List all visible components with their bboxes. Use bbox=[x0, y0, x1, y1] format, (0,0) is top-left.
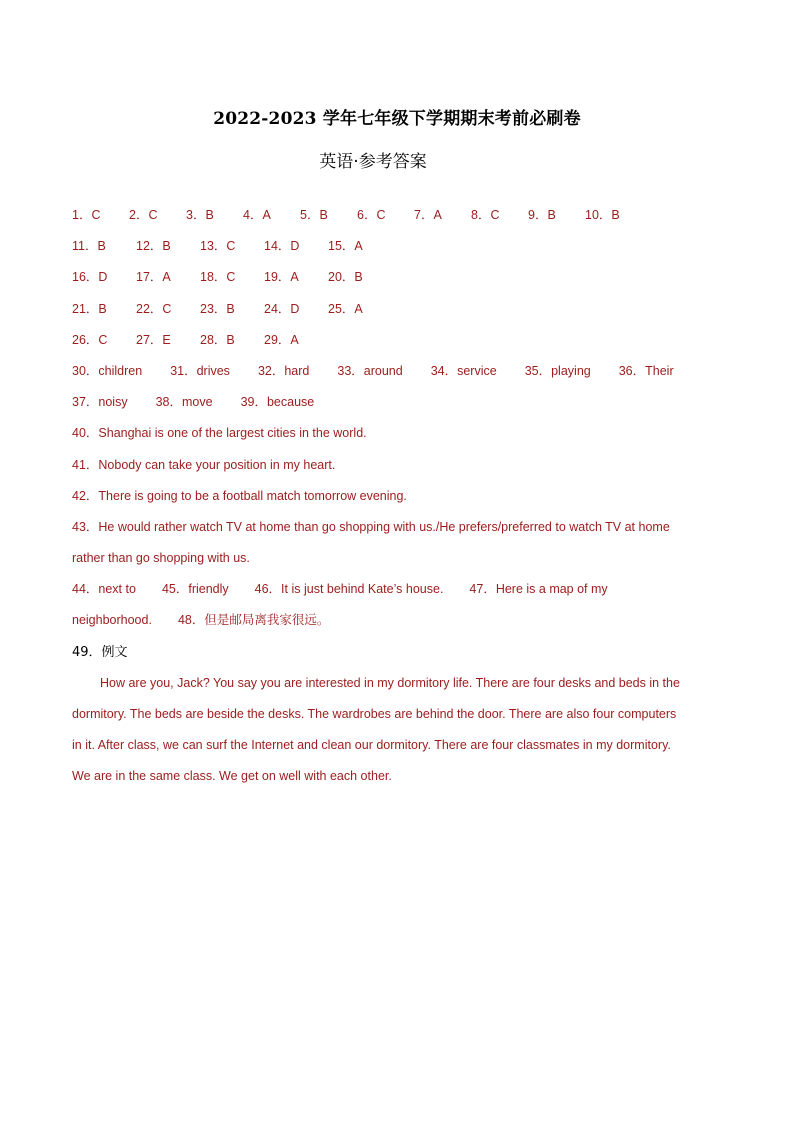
answer-row-11-15 bbox=[72, 231, 682, 262]
answer-item: 26．C bbox=[72, 332, 108, 347]
answer-item: 38．move bbox=[155, 395, 213, 410]
answer-item: 11．B bbox=[72, 239, 106, 254]
answer-item: 20．B bbox=[328, 270, 363, 285]
answer-row-1-10 bbox=[72, 200, 682, 231]
answer-row-21-25 bbox=[72, 294, 682, 325]
answer-item: 36．Their bbox=[618, 363, 674, 378]
answer-item: 37．noisy bbox=[72, 395, 128, 410]
answer-item: 15．A bbox=[328, 239, 363, 254]
page-title: 2022-2023 学年七年级下学期期末考前必刷卷 bbox=[213, 109, 581, 129]
answer-row-26-29 bbox=[72, 325, 682, 356]
sample-essay: How are you, Jack? You say you are interested in my dormitory life. There are four desks and beds in the dormitory. The beds are beside the desks. The wardrobes are behind the door. There are also four computers in it. After class, we can surf the Internet and clean our dormitory. There are four classmates in my dormitory. We are in the same class. We get on well with each other. bbox=[72, 675, 680, 784]
answer-item: 1．C bbox=[72, 208, 101, 222]
answer-item: 6．C bbox=[357, 208, 386, 222]
answer-content bbox=[72, 200, 682, 793]
answer-item: 34．service bbox=[430, 363, 497, 378]
answer-row-16-20 bbox=[72, 262, 682, 293]
answer-item: 7．A bbox=[414, 208, 442, 222]
answer-item: 33．around bbox=[337, 363, 403, 378]
answer-47: 47．Here is a map of my neighborhood. bbox=[72, 582, 608, 628]
answer-45: 45．friendly bbox=[161, 582, 229, 597]
answer-item: 5．B bbox=[300, 208, 328, 222]
answer-item: 10．B bbox=[585, 208, 620, 222]
answer-item: 24．D bbox=[264, 301, 300, 316]
answer-item: 9．B bbox=[528, 208, 556, 222]
answer-item: 32．hard bbox=[257, 363, 310, 378]
answer-item: 28．B bbox=[200, 332, 235, 347]
answer-item: 14．D bbox=[264, 239, 300, 254]
answer-item: 29．A bbox=[264, 332, 299, 347]
answer-item: 13．C bbox=[200, 239, 236, 254]
answer-43: 43．He would rather watch TV at home than go shopping with us./He prefers/preferred to watch TV at home rather than go shopping with us. bbox=[72, 519, 670, 566]
answer-row-37-39 bbox=[72, 387, 682, 418]
answer-item: 21．B bbox=[72, 301, 107, 316]
answer-item: 17．A bbox=[136, 270, 171, 285]
answer-40: 40．Shanghai is one of the largest cities in the world. bbox=[72, 426, 367, 441]
answer-item: 27．E bbox=[136, 332, 171, 347]
answer-row-30-36 bbox=[72, 356, 682, 387]
answer-item: 30．children bbox=[72, 363, 143, 378]
answer-item: 8．C bbox=[471, 208, 500, 222]
answer-item: 3．B bbox=[186, 208, 214, 222]
answer-item: 23．B bbox=[200, 301, 235, 316]
page-subtitle: 英语·参考答案 bbox=[319, 152, 427, 172]
answer-item: 35．playing bbox=[524, 363, 591, 378]
answer-item: 31．drives bbox=[170, 363, 230, 378]
answer-44-48 bbox=[72, 574, 682, 636]
answer-item: 12．B bbox=[136, 239, 171, 254]
answer-44: 44．next to bbox=[72, 582, 136, 597]
answer-item: 18．C bbox=[200, 270, 236, 285]
answer-item: 22．C bbox=[136, 301, 172, 316]
answer-49-label: 49．例文 bbox=[72, 644, 128, 660]
answer-item: 25．A bbox=[328, 301, 363, 316]
answer-48: 48．但是邮局离我家很远。 bbox=[177, 613, 330, 628]
answer-item: 19．A bbox=[264, 270, 299, 285]
answer-item: 16．D bbox=[72, 270, 108, 285]
answer-item: 39．because bbox=[240, 395, 315, 410]
answer-42: 42．There is going to be a football match tomorrow evening. bbox=[72, 488, 407, 503]
answer-item: 2．C bbox=[129, 208, 158, 222]
answer-41: 41．Nobody can take your position in my heart. bbox=[72, 457, 336, 472]
answer-46: 46．It is just behind Kate’s house. bbox=[254, 582, 444, 597]
answer-item: 4．A bbox=[243, 208, 271, 222]
